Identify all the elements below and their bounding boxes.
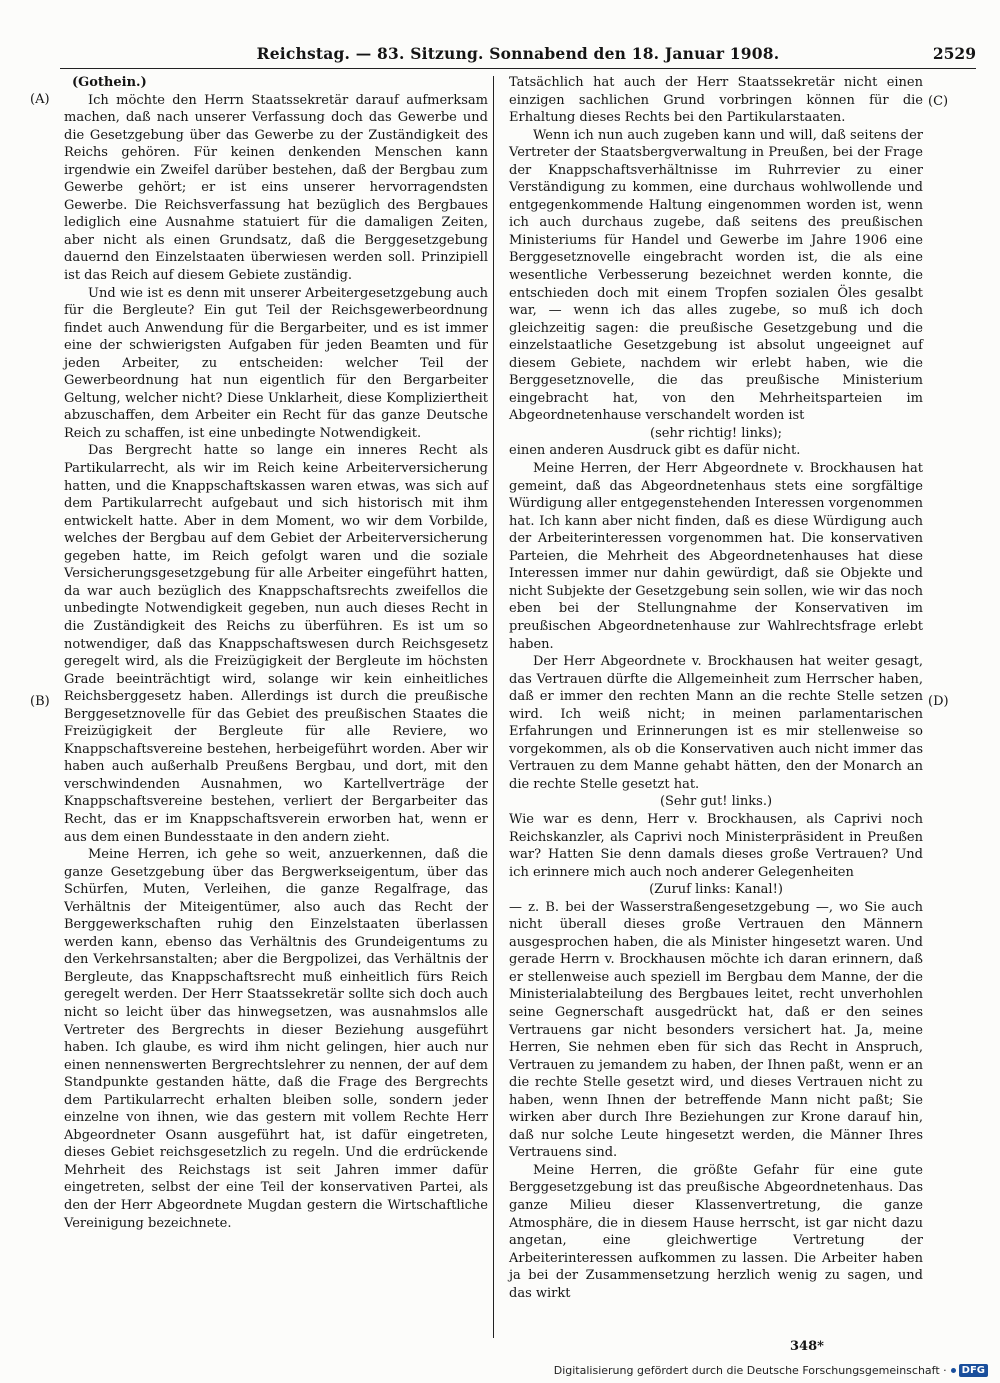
margin-marker-d: (D) (928, 694, 949, 709)
margin-marker-a: (A) (30, 92, 50, 107)
margin-marker-c: (C) (928, 94, 949, 109)
dfg-logo-text: DFG (959, 1364, 988, 1377)
interjection: (sehr richtig! links); (650, 425, 782, 441)
paragraph: Der Herr Abgeordnete v. Brockhausen hat weiter gesagt, das Vertrauen dürfte die Allgemeinheit zum Herrscher haben, daß er immer den rechten Mann an die rechte Stelle setzen wird. Ich weiß nicht; in meinen parlamentarischen Erfahrungen und Erinnerungen ist es mir stellenweise so vorgekommen, als ob die Konservativen auch nicht immer das Vertrauen zu dem Manne gehabt hätten, den der Monarch an die rechte Stelle gesetzt hat. (509, 654, 923, 792)
dfg-logo (951, 1364, 988, 1377)
right-column (509, 74, 923, 1302)
paragraph: Das Bergrecht hatte so lange ein inneres Recht als Partikularrecht, als wir im Reich keine Arbeiterversicherung hatten, und die Knappschaftskassen waren etwas, was sich auf dem Partikularrecht aufgebaut und sich historisch mit ihm entwickelt hatte. Aber in dem Moment, wo wir dem Vorbilde, welches der Bergbau auf dem Gebiet der Arbeiterversicherung gegeben hatte, im Reich gefolgt waren und die soziale Versicherungsgesetzgebung für alle Arbeiter eingeführt hatten, da war auch bezüglich des Knappschaftsrechts zweifellos die unbedingte Notwendigkeit gegeben, nun auch dieses Recht in die Zuständigkeit des Reichs zu überführen. Es ist um so notwendiger, daß das Knappschaftswesen durch Reichsgesetz geregelt wird, als die Freizügigkeit der Bergleute im höchsten Grade beeinträchtigt wird, solange wir kein einheitliches Reichsberggesetz haben. Allerdings ist durch die preußische Berggesetznovelle für das Gebiet des preußischen Staates die Freizügigkeit der Bergleute für alle Reviere, wo Knappschaftsvereine bestehen, herbeigeführt worden. Aber wir haben auch außerhalb Preußens Bergbau, und dort, mit den verschwindenden Ausnahmen, wo Kartellverträge der Knappschaftsvereine bestehen, verliert der Bergarbeiter das Recht, das er im Knappschaftsverein erworben hat, wenn er aus dem einen Bundesstaate in den andern zieht. (64, 443, 488, 845)
paragraph: einen anderen Ausdruck gibt es dafür nicht. (509, 443, 801, 459)
paragraph: Meine Herren, die größte Gefahr für eine gute Berggesetzgebung ist das preußische Abgeordnetenhaus. Das ganze Milieu dieser Klassenvertretung, die ganze Atmosphäre, die in diesem Hause herrscht, ist gar nicht dazu angetan, eine gleichwertige Vertretung der Arbeiterinteressen aufkommen zu lassen. Die Arbeiter haben ja bei der Zusammensetzung herzlich wenig zu sagen, und das wirkt (509, 1162, 923, 1301)
footer-credit-text: Digitalisierung gefördert durch die Deutsche Forschungsgemeinschaft · (553, 1364, 947, 1377)
margin-marker-b: (B) (30, 694, 50, 709)
interjection: (Zuruf links: Kanal!) (649, 882, 783, 898)
paragraph: Und wie ist es denn mit unserer Arbeitergesetzgebung auch für die Bergleute? Ein gut Teil der Reichsgewerbeordnung findet auch Anwendung für die Bergarbeiter, und es ist immer eine der schwierigsten Aufgaben für jeden Beamten und für jeden Arbeiter, zu entscheiden: welcher Teil der Gewerbeordnung hat nun eigentlich für den Bergarbeiter Geltung, welcher nicht? Diese Unklarheit, diese Kompliziertheit abzuschaffen, dem Arbeiter ein Recht für das ganze Deutsche Reich zu schaffen, ist eine unbedingte Notwendigkeit. (64, 285, 488, 441)
column-divider (493, 76, 494, 1338)
running-header (60, 44, 976, 70)
dfg-logo-dot-icon (951, 1368, 956, 1373)
running-title: Reichstag. — 83. Sitzung. Sonnabend den 18. Januar 1908. (256, 44, 780, 63)
paragraph: Meine Herren, der Herr Abgeordnete v. Brockhausen hat gemeint, daß das Abgeordnetenhaus stets eine sorgfältige Würdigung aller entgegenstehenden Interessen vorgenommen hat. Ich kann aber nicht finden, daß es diese Würdigung auch der Arbeiterinteressen vorgenommen hat. Die konservativen Parteien, die Mehrheit des Abgeordnetenhauses hat diese Interessen immer nur dahin gewürdigt, daß sie Objekte und nicht Subjekte der Gesetzgebung sein sollen, wie wir das noch eben bei der Stellungnahme der Konservativen im preußischen Abgeordnetenhause zur Wahlrechtsfrage erlebt haben. (509, 461, 923, 652)
paragraph: — z. B. bei der Wasserstraßengesetzgebung —, wo Sie auch nicht überall dieses große Vertrauen den Männern ausgesprochen haben, die als Minister hingesetzt waren. Und gerade Herrn v. Brockhausen möchte ich daran erinnern, daß er stellenweise auch speziell im Bergbau dem Manne, der die Ministerialabteilung des Bergbaues leitet, recht unverhohlen seine Gegnerschaft ausgedrückt hat, daß er den seines Vertrauens gar nicht besonders versichert hat. Ja, meine Herren, Sie nehmen eben für sich das Recht in Anspruch, Vertrauen zu jemandem zu haben, der Ihnen paßt, wenn er an die rechte Stelle gesetzt wird, und dieses Vertrauen nicht zu haben, wenn Ihnen der betreffende Mann nicht paßt; Sie wirken aber durch Ihre Beziehungen zur Krone darauf hin, daß nur solche Leute hingesetzt werden, die Männer Ihres Vertrauens sind. (509, 899, 923, 1161)
paragraph: Meine Herren, ich gehe so weit, anzuerkennen, daß die ganze Gesetzgebung über das Bergwerkseigentum, über das Schürfen, Muten, Verleihen, die ganze Regalfrage, das Verhältnis der Miteigentümer, also auch das Recht der Berggewerkschaften ruhig den Einzelstaaten überlassen werden kann, ebenso das Verhältnis des Grundeigentums zu den Verkehrsanstalten; aber die Bergpolizei, das Verhältnis der Bergleute, das Knappschaftsrecht muß einheitlich fürs Reich geregelt werden. Der Herr Staatssekretär sollte sich doch auch nicht so leicht über das hinwegsetzen, was ausnahmslos alle Vertreter des Bergrechts in dieser Beziehung ausgeführt haben. Ich glaube, es wird ihm nicht gelingen, hier auch nur einen nennenswerten Bergrechtslehrer zu nennen, der auf dem Standpunkte gestanden hätte, daß die Frage des Bergrechts dem Partikularrecht erhalten bleiben solle, sondern jeder einzelne von ihnen, wie das gestern mit vollem Rechte Herr Abgeordneter Osann ausgeführt hat, ist dafür eingetreten, dieses Gebiet reichsgesetzlich zu regeln. Und die erdrückende Mehrheit des Reichstags ist seit Jahren immer dafür eingetreten, selbst der eine Teil der konservativen Partei, als den der Herr Abgeordnete Mugdan gestern die Wirtschaftliche Vereinigung bezeichnete. (64, 847, 488, 1231)
header-rule (60, 68, 976, 69)
paragraph: Wie war es denn, Herr v. Brockhausen, als Caprivi noch Reichskanzler, als Caprivi noch Ministerpräsident in Preußen war? Hatten Sie denn damals dieses große Vertrauen? Und ich erinnere mich auch noch anderer Gelegenheiten (509, 811, 923, 880)
paragraph: Ich möchte den Herrn Staatssekretär darauf aufmerksam machen, daß nach unserer Verfassung doch das Gewerbe und die Gesetzgebung über das Gewerbe zu der Zuständigkeit des Reichs gehören. Für keinen denkenden Menschen kann irgendwie ein Zweifel darüber bestehen, daß der Bergbau zum Gewerbe gehört; er ist eins unserer hervorragendsten Gewerbe. Die Reichsverfassung hat bezüglich des Bergbaues lediglich eine Ausnahme statuiert für die damaligen Zeiten, aber nicht als einen Grundsatz, daß die Berggesetzgebung dauernd den Einzelstaaten überwiesen werden soll. Prinzipiell ist das Reich auf diesem Gebiete zuständig. (64, 92, 488, 284)
paragraph: Tatsächlich hat auch der Herr Staatssekretär nicht einen einzigen sachlichen Grund vorbringen können für die Erhaltung dieses Rechts bei den Partikularstaaten. (509, 75, 923, 126)
speaker-name: (Gothein.) (72, 75, 147, 90)
page-signature: 348* (790, 1339, 824, 1354)
left-column (64, 74, 488, 1232)
page-number: 2529 (932, 44, 976, 63)
paragraph: Wenn ich nun auch zugeben kann und will, daß seitens der Vertreter der Staatsbergverwaltung in Preußen, bei der Frage der Knappschaftsverhältnisse im Ruhrrevier zu einer Verständigung zu kommen, eine durchaus wohlwollende und entgegenkommende Haltung eingenommen worden ist, wenn ich auch durchaus zugebe, daß seitens des preußischen Ministeriums für Handel und Gewerbe im Jahre 1906 eine Berggesetznovelle eingebracht worden ist, die als eine wesentliche Verbesserung bezeichnet werden konnte, die entschieden doch mit einem Tropfen sozialen Öles gesalbt war, — wenn ich das alles zugebe, so muß ich doch gleichzeitig sagen: die preußische Gesetzgebung und die einzelstaatliche Gesetzgebung ist absolut ungeeignet auf diesem Gebiete, nachdem wir erlebt haben, wie die Berggesetznovelle, die das preußische Ministerium eingebracht hat, von den Mehrheitsparteien im Abgeordnetenhause verschandelt worden ist (509, 127, 923, 424)
footer-credit (554, 1364, 988, 1377)
interjection: (Sehr gut! links.) (659, 794, 773, 810)
